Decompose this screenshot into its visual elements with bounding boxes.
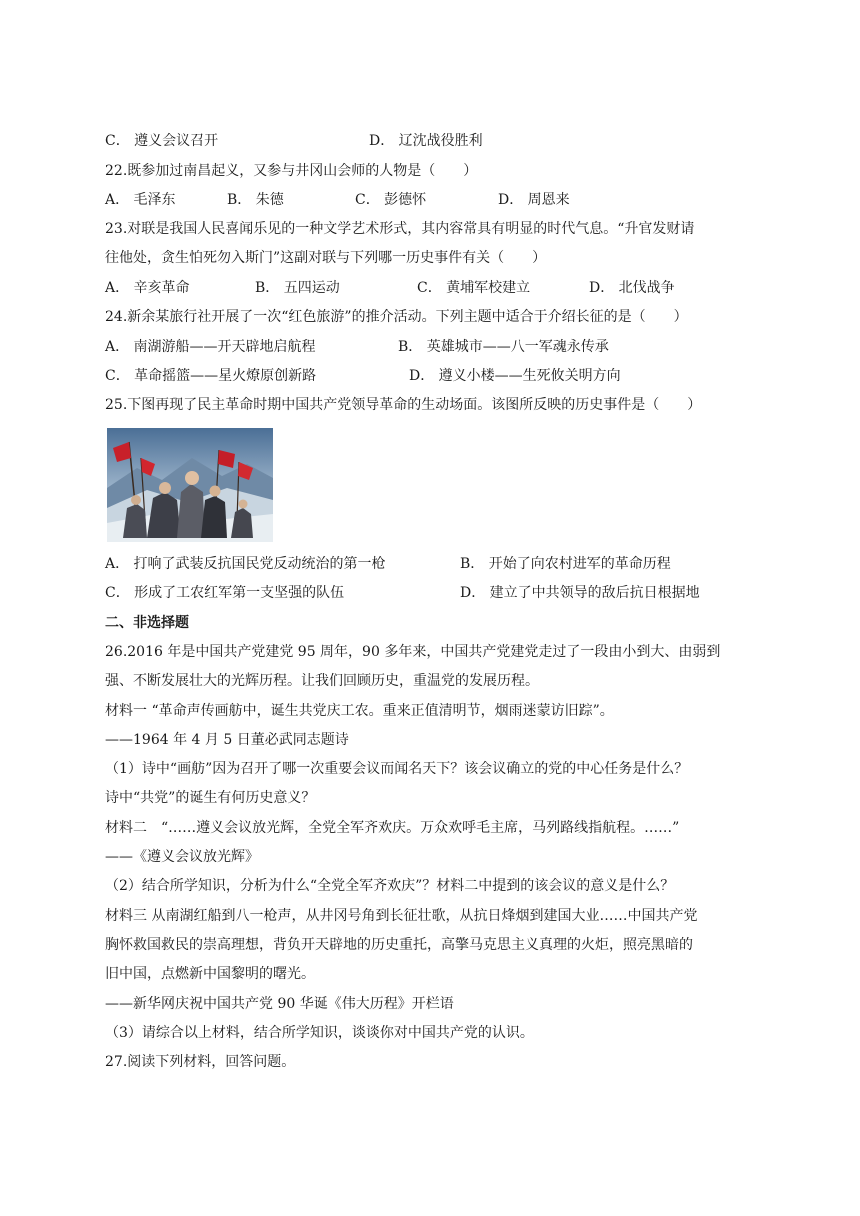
q22-stem: 22.既参加过南昌起义，又参与井冈山会师的人物是（ ）	[105, 163, 478, 179]
q24-stem: 24.新余某旅行社开展了一次“红色旅游”的推介活动。下列主题中适合于介绍长征的是（ ）	[105, 309, 688, 325]
q23-option-b[interactable]: B． 五四运动	[255, 280, 340, 296]
q26-question3: （3）请综合以上材料，结合所学知识，谈谈你对中国共产党的认识。	[105, 1025, 534, 1041]
q27-stem: 27.阅读下列材料，回答问题。	[105, 1054, 296, 1070]
q22-option-b[interactable]: B． 朱德	[227, 192, 284, 208]
q22-option-d[interactable]: D． 周恩来	[498, 192, 570, 208]
q26-material2: 材料二 “……遵义会议放光辉，全党全军齐欢庆。万众欢呼毛主席，马列路线指航程。……”	[105, 820, 680, 836]
q25-option-a[interactable]: A． 打响了武装反抗国民党反动统治的第一枪	[105, 556, 386, 572]
q23-option-a[interactable]: A． 辛亥革命	[105, 280, 190, 296]
q26-question1-line1: （1）诗中“画舫”因为召开了哪一次重要会议而闻名天下？该会议确立的党的中心任务是什么？	[105, 761, 689, 777]
historical-painting-image	[107, 428, 273, 542]
q26-material3-source: ——新华网庆祝中国共产党 90 华诞《伟大历程》开栏语	[105, 996, 454, 1012]
q24-option-c[interactable]: C． 革命摇篮——星火燎原创新路	[105, 368, 317, 384]
q26-intro-line2: 强、不断发展壮大的光辉历程。让我们回顾历史，重温党的发展历程。	[105, 673, 539, 689]
painting-illustration	[107, 428, 273, 542]
q23-option-c[interactable]: C． 黄埔军校建立	[417, 280, 531, 296]
q26-material1: 材料一 “革命声传画舫中，诞生共党庆工农。重来正值清明节，烟雨迷蒙访旧踪”。	[105, 703, 614, 719]
q26-material2-source: ——《遵义会议放光辉》	[105, 849, 259, 865]
q24-option-d[interactable]: D． 遵义小楼——生死攸关明方向	[409, 368, 621, 384]
q22-option-c[interactable]: C． 彭德怀	[355, 192, 427, 208]
q23-stem-line2: 往他处，贪生怕死勿入斯门”这副对联与下列哪一历史事件有关（ ）	[105, 250, 547, 266]
q24-option-a[interactable]: A． 南湖游船——开天辟地启航程	[105, 339, 316, 355]
section-title-non-choice: 二、非选择题	[105, 615, 189, 631]
q23-stem-line1: 23.对联是我国人民喜闻乐见的一种文学艺术形式，其内容常具有明显的时代气息。“升官发财请	[105, 221, 695, 237]
q21-option-c[interactable]: C． 遵义会议召开	[105, 133, 219, 149]
q26-question1-line2: 诗中“共党”的诞生有何历史意义？	[105, 790, 316, 806]
q26-intro-line1: 26.2016 年是中国共产党建党 95 周年，90 多年来，中国共产党建党走过了一段由小到大、由弱到	[105, 644, 721, 660]
q23-option-d[interactable]: D． 北伐战争	[589, 280, 675, 296]
q26-material3-line2: 胸怀救国救民的崇高理想，背负开天辟地的历史重托，高擎马克思主义真理的火炬，照亮黑暗的	[105, 937, 693, 953]
q25-option-d[interactable]: D． 建立了中共领导的敌后抗日根据地	[460, 585, 700, 601]
q25-option-b[interactable]: B． 开始了向农村进军的革命历程	[460, 556, 671, 572]
q26-question2: （2）结合所学知识，分析为什么“全党全军齐欢庆”？材料二中提到的该会议的意义是什么？	[105, 878, 675, 894]
q26-material1-source: ——1964 年 4 月 5 日董必武同志题诗	[105, 732, 349, 748]
q26-material3-line3: 旧中国，点燃新中国黎明的曙光。	[105, 966, 315, 982]
q24-option-b[interactable]: B． 英雄城市——八一军魂永传承	[398, 339, 609, 355]
q25-stem: 25.下图再现了民主革命时期中国共产党领导革命的生动场面。该图所反映的历史事件是（ ）	[105, 397, 702, 413]
q21-option-d[interactable]: D． 辽沈战役胜利	[369, 133, 483, 149]
q26-material3-line1: 材料三 从南湖红船到八一枪声，从井冈号角到长征壮歌，从抗日烽烟到建国大业……中国共产党	[105, 908, 698, 924]
q25-option-c[interactable]: C． 形成了工农红军第一支坚强的队伍	[105, 585, 345, 601]
q22-option-a[interactable]: A． 毛泽东	[105, 192, 176, 208]
